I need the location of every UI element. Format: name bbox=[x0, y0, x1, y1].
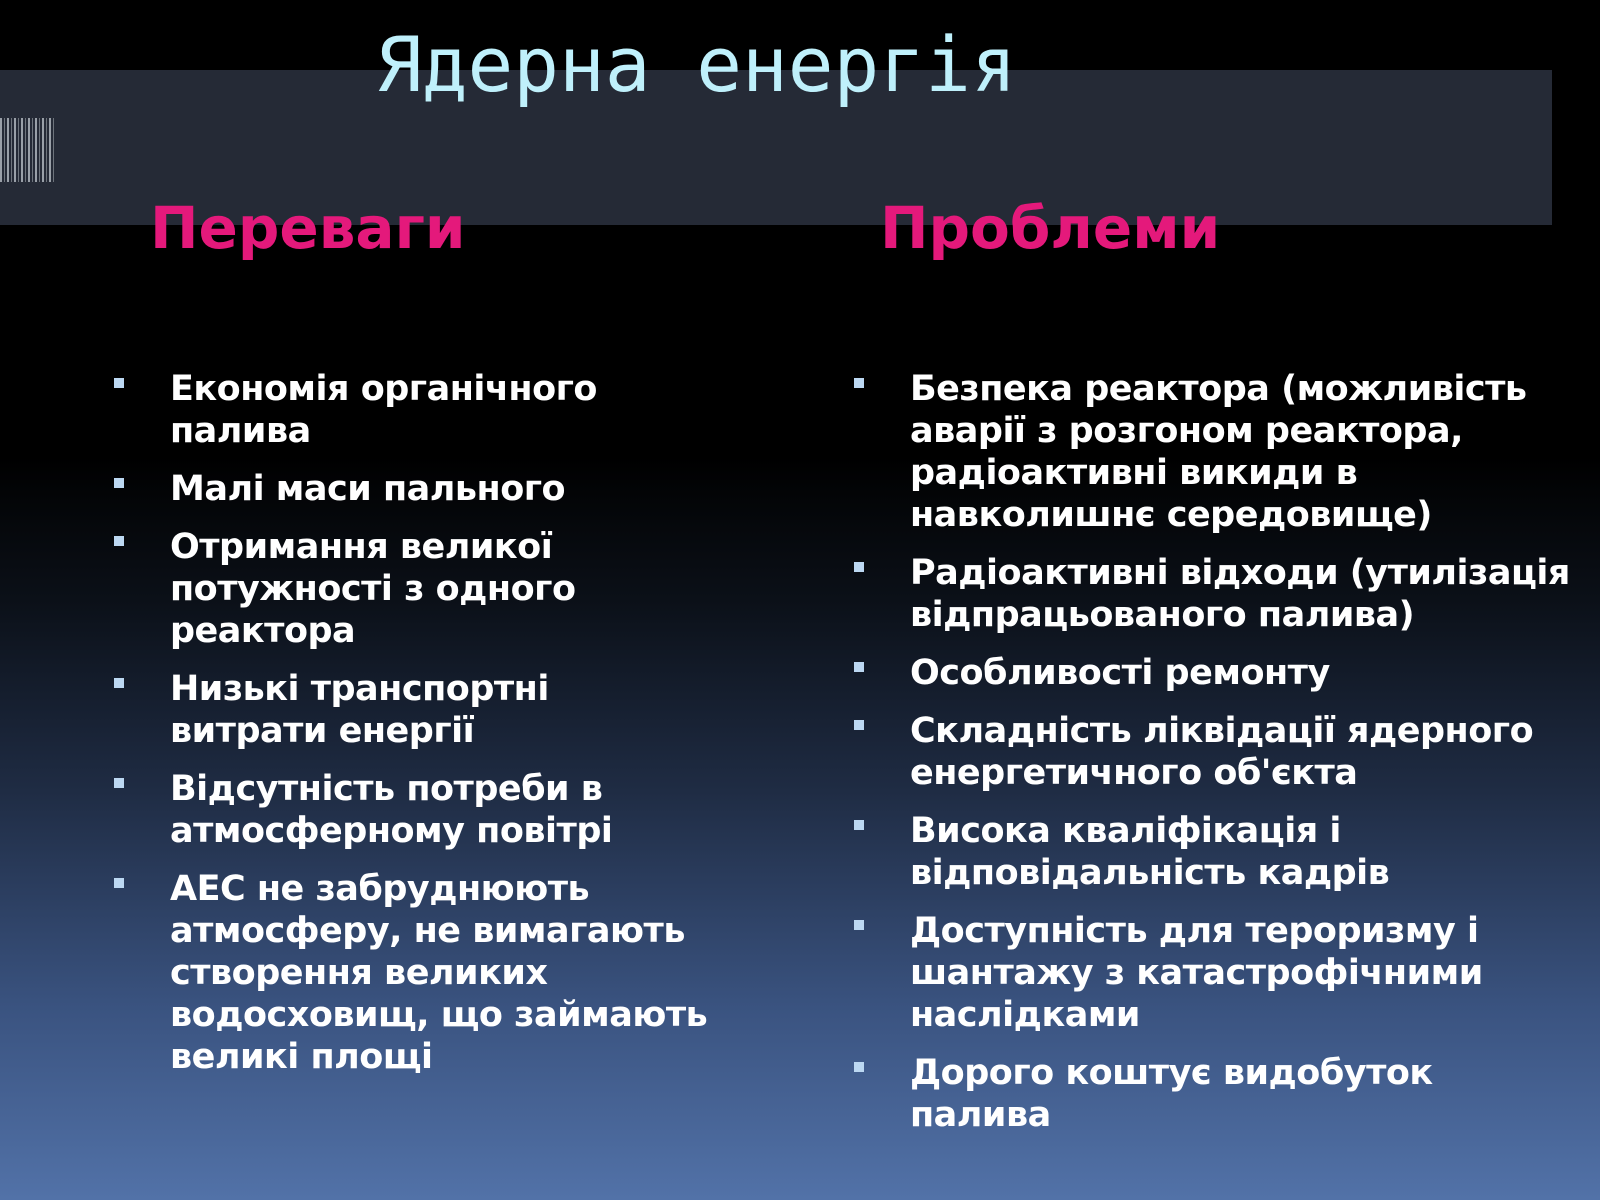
list-item-text: Складність ліквідації ядерного енергетичного об'єкта bbox=[910, 711, 1534, 793]
list-item bbox=[850, 552, 1580, 636]
square-bullet-icon bbox=[854, 720, 864, 730]
square-bullet-icon bbox=[854, 662, 864, 672]
list-item-text: Доступність для тероризму і шантажу з катастрофічними наслідками bbox=[910, 911, 1483, 1035]
barcode-decoration bbox=[0, 118, 56, 182]
list-item-text: Безпека реактора (можливість аварії з розгоном реактора, радіоактивні викиди в навколишнє середовище) bbox=[910, 369, 1527, 535]
list-item-text: Низькі транспортні витрати енергії bbox=[170, 669, 549, 751]
list-item-text: Отримання великої потужності з одного реактора bbox=[170, 527, 576, 651]
list-item bbox=[850, 368, 1580, 536]
list-item bbox=[850, 910, 1580, 1036]
problems-heading: Проблеми bbox=[880, 194, 1221, 262]
problems-list bbox=[850, 368, 1580, 1152]
list-item bbox=[110, 526, 710, 652]
list-item-text: Економія органічного палива bbox=[170, 369, 597, 451]
square-bullet-icon bbox=[854, 378, 864, 388]
list-item-text: Висока кваліфікація і відповідальність кадрів bbox=[910, 811, 1390, 893]
square-bullet-icon bbox=[854, 820, 864, 830]
square-bullet-icon bbox=[114, 536, 124, 546]
square-bullet-icon bbox=[114, 378, 124, 388]
square-bullet-icon bbox=[854, 920, 864, 930]
advantages-list bbox=[110, 368, 710, 1094]
list-item bbox=[110, 668, 710, 752]
list-item-text: Відсутність потреби в атмосферному повітрі bbox=[170, 769, 613, 851]
list-item bbox=[110, 468, 710, 510]
list-item-text: АЕС не забруднюють атмосферу, не вимагають створення великих водосховищ, що займають великі площі bbox=[170, 869, 708, 1077]
square-bullet-icon bbox=[114, 778, 124, 788]
list-item-text: Особливості ремонту bbox=[910, 653, 1330, 693]
list-item-text: Малі маси пального bbox=[170, 469, 566, 509]
list-item bbox=[850, 710, 1580, 794]
slide-title: Ядерна енергія bbox=[376, 20, 1017, 109]
list-item bbox=[850, 810, 1580, 894]
advantages-heading: Переваги bbox=[150, 194, 466, 262]
list-item bbox=[110, 768, 710, 852]
list-item bbox=[850, 1052, 1580, 1136]
list-item bbox=[110, 868, 710, 1078]
square-bullet-icon bbox=[854, 1062, 864, 1072]
square-bullet-icon bbox=[114, 478, 124, 488]
list-item bbox=[850, 652, 1580, 694]
list-item-text: Радіоактивні відходи (утилізація відпрацьованого палива) bbox=[910, 553, 1570, 635]
square-bullet-icon bbox=[854, 562, 864, 572]
square-bullet-icon bbox=[114, 678, 124, 688]
square-bullet-icon bbox=[114, 878, 124, 888]
list-item-text: Дорого коштує видобуток палива bbox=[910, 1053, 1433, 1135]
list-item bbox=[110, 368, 710, 452]
